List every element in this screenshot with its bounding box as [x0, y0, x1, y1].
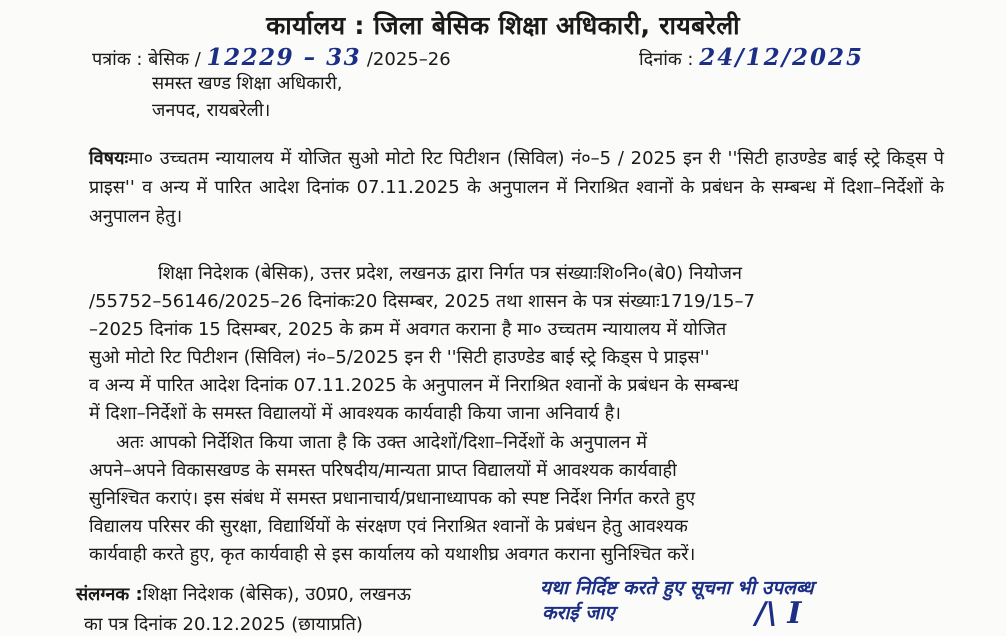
signature-mark: /\ I: [755, 596, 802, 631]
enclosure: [76, 582, 411, 606]
paragraph-1-line-4: सुओ मोटो रिट पिटीशन (सिविल) नं०–5/2025 इन री ''सिटी हाउण्डेड बाई स्ट्रे किड्स पे प्राइस'': [89, 347, 710, 368]
reference-label: पत्रांक : बेसिक /: [92, 49, 207, 70]
enclosure-label: संलग्नक :: [76, 584, 143, 605]
subject: [89, 144, 944, 231]
paragraph-1-line-5: व अन्य में पारित आदेश दिनांक 07.11.2025 के अनुपालन में निराश्रित श्वानों के प्रबंधन के सम्बन्ध: [89, 375, 739, 396]
enclosure-line-2: का पत्र दिनांक 20.12.2025 (छायाप्रति): [84, 614, 363, 635]
reference-number: [92, 44, 451, 71]
handwritten-note-line-2: कराई जाए: [542, 602, 615, 624]
paragraph-1-line-6: में दिशा–निर्देशों के समस्त विद्यालयों में आवश्यक कार्यवाही किया जाना अनिवार्य है।: [89, 403, 621, 424]
enclosure-text: शिक्षा निदेशक (बेसिक), उ0प्र0, लखनऊ: [142, 584, 411, 605]
paragraph-2-line-3: सुनिश्चित कराएं। इस संबंध में समस्त प्रधानाचार्य/प्रधानाध्यापक को स्पष्ट निर्देश निर्गत करते हुए: [89, 488, 696, 509]
paragraph-2-line-2: अपने–अपने विकासखण्ड के समस्त परिषदीय/मान्यता प्राप्त विद्यालयों में आवश्यक कार्यवाही: [89, 460, 677, 481]
text-run: शिक्षा निदेशक (बेसिक), उत्तर प्रदेश, लखनऊ द्वारा निर्गत पत्र संख्याःशि०नि०(बे0) नियोजन: [158, 263, 742, 284]
letter-date: [639, 44, 864, 71]
reference-suffix: /2025–26: [361, 49, 451, 70]
subject-text: मा० उच्चतम न्यायालय में योजित सुओ मोटो रिट पिटीशन (सिविल) नं०–5 / 2025 इन री ''सिटी हाउण्डेड बाई स्ट्रे किड्स पे प्राइस'' व अन्य में पारित आदेश दिनांक 07.11.2025 के अनुपालन में निराश्रित श्वानों के प्रबंधन के सम्बन्ध में दिशा–निर्देशों के अनुपालन हेतु।: [89, 148, 944, 227]
paragraph-2-line-1: अतः आपको निर्देशित किया जाता है कि उक्त आदेशों/दिशा–निर्देशों के अनुपालन में: [116, 432, 647, 453]
paragraph-1-line-2: /55752–56146/2025–26 दिनांकः20 दिसम्बर, 2025 तथा शासन के पत्र संख्याः1719/15–7: [89, 291, 755, 312]
paragraph-1-line-1: [158, 261, 943, 287]
date-handwritten: 24/12/2025: [699, 44, 865, 71]
paragraph-2-line-5: कार्यवाही करते हुए, कृत कार्यवाही से इस कार्यालय को यथाशीघ्र अवगत कराना सुनिश्चित करें।: [89, 544, 696, 565]
paragraph-1-line-1-text: [158, 261, 943, 287]
paragraph-2-line-4: विद्यालय परिसर की सुरक्षा, विद्यार्थियों के संरक्षण एवं निराश्रित श्वानों के प्रबंधन हेतु आवश्यक: [89, 516, 688, 537]
addressee-line-2: जनपद, रायबरेली।: [152, 100, 271, 121]
letter-heading: कार्यालय : जिला बेसिक शिक्षा अधिकारी, रायबरेली: [266, 11, 740, 40]
handwritten-note-line-1: यथा निर्दिष्ट करते हुए सूचना भी उपलब्ध: [540, 577, 814, 599]
paragraph-1-line-3: –2025 दिनांक 15 दिसम्बर, 2025 के क्रम में अवगत कराना है मा० उच्चतम न्यायालय में योजित: [89, 319, 727, 340]
subject-label: विषयः: [89, 148, 129, 169]
date-label: दिनांक :: [639, 49, 700, 70]
addressee-line-1: समस्त खण्ड शिक्षा अधिकारी,: [152, 73, 343, 94]
reference-handwritten-number: 12229 – 33: [206, 44, 362, 71]
